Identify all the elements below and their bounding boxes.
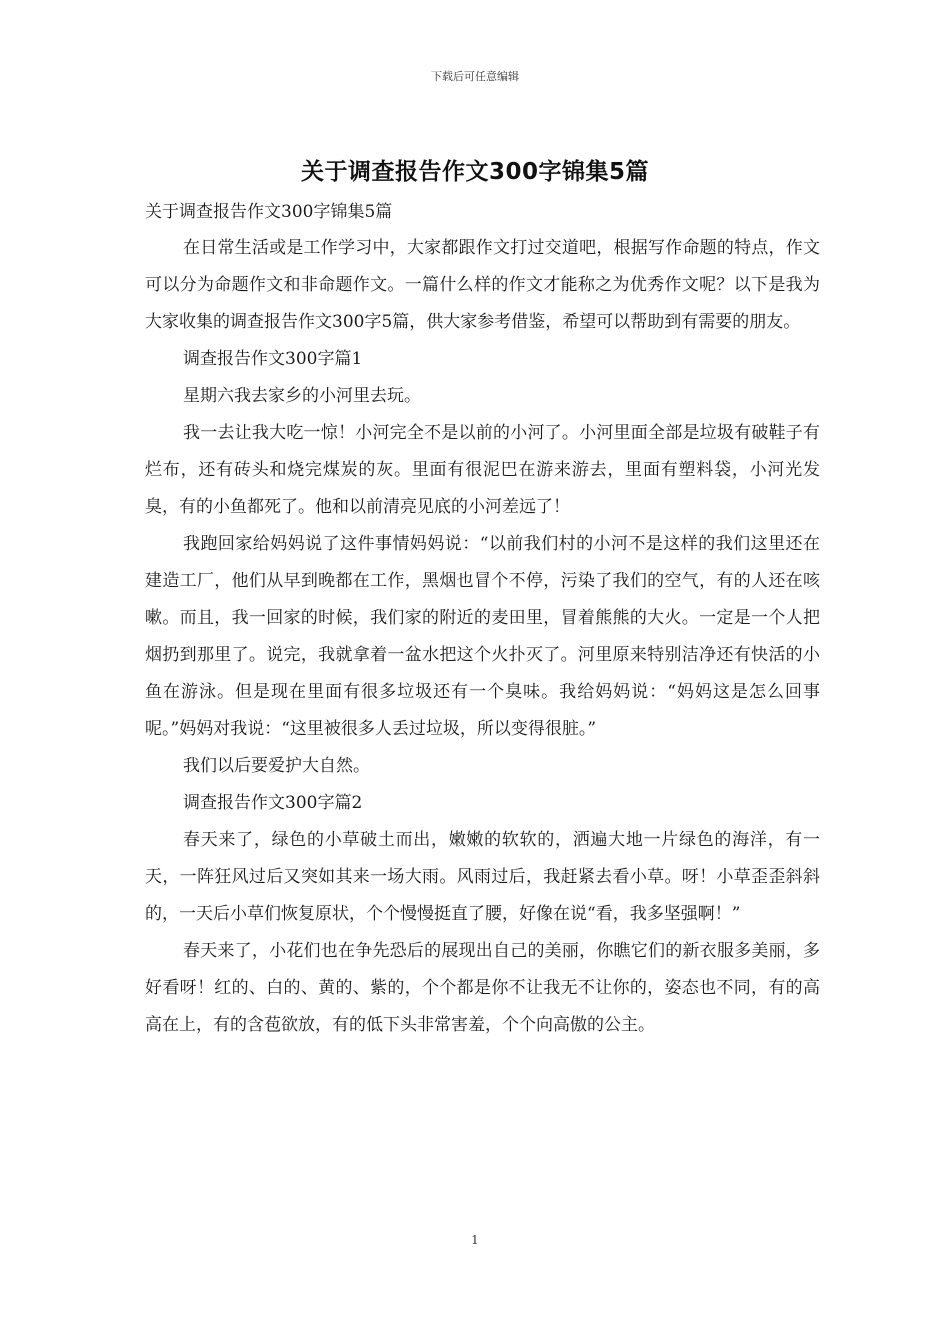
page-number: 1 — [471, 1233, 479, 1247]
body-paragraph: 我跑回家给妈妈说了这件事情妈妈说：“以前我们村的小河不是这样的我们这里还在建造工厂，他们从早到晚都在工作，黑烟也冒个不停，污染了我们的空气，有的人还在咳嗽。而且，我一回家的时候，我们家的附近的麦田里，冒着熊熊的大火。一定是一个人把烟扔到那里了。说完，我就拿着一盆水把这个火扑灭了。河里原来特别洁净还有快活的小鱼在游泳。但是现在里面有很多垃圾还有一个臭味。我给妈妈说：“妈妈这是怎么回事呢。”妈妈对我说：“这里被很多人丢过垃圾，所以变得很脏。” — [145, 534, 820, 739]
body-paragraph: 春天来了，绿色的小草破土而出，嫩嫩的软软的，洒遍大地一片绿色的海洋，有一天，一阵狂风过后又突如其来一场大雨。风雨过后，我赶紧去看小草。呀！小草歪歪斜斜的，一天后小草们恢复原状，个个慢慢挺直了腰，好像在说“看，我多坚强啊！” — [145, 830, 820, 924]
section-heading-2: 调查报告作文300字篇2 — [183, 793, 363, 813]
intro-paragraph: 在日常生活或是工作学习中，大家都跟作文打过交道吧，根据写作命题的特点，作文可以分为命题作文和非命题作文。一篇什么样的作文才能称之为优秀作文呢？以下是我为大家收集的调查报告作文300字5篇，供大家参考借鉴，希望可以帮助到有需要的朋友。 — [145, 238, 820, 332]
document-body — [145, 197, 820, 1044]
subtitle-line: 关于调查报告作文300字锦集5篇 — [145, 202, 393, 222]
body-paragraph: 星期六我去家乡的小河里去玩。 — [183, 386, 421, 406]
header-note: 下载后可任意编辑 — [431, 70, 519, 83]
body-paragraph: 春天来了，小花们也在争先恐后的展现出自己的美丽，你瞧它们的新衣服多美丽，多好看呀！红的、白的、黄的、紫的，个个都是你不让我无不让你的，姿态也不同，有的高高在上，有的含苞欲放，有的低下头非常害羞，个个向高傲的公主。 — [145, 941, 820, 1035]
document-title: 关于调查报告作文300字锦集5篇 — [300, 159, 649, 185]
body-paragraph: 我们以后要爱护大自然。 — [183, 756, 370, 776]
body-paragraph: 我一去让我大吃一惊！小河完全不是以前的小河了。小河里面全部是垃圾有破鞋子有烂布，还有砖头和烧完煤炭的灰。里面有很泥巴在游来游去，里面有塑料袋，小河光发臭，有的小鱼都死了。他和以前清亮见底的小河差远了！ — [145, 423, 820, 517]
section-heading-1: 调查报告作文300字篇1 — [183, 349, 363, 369]
